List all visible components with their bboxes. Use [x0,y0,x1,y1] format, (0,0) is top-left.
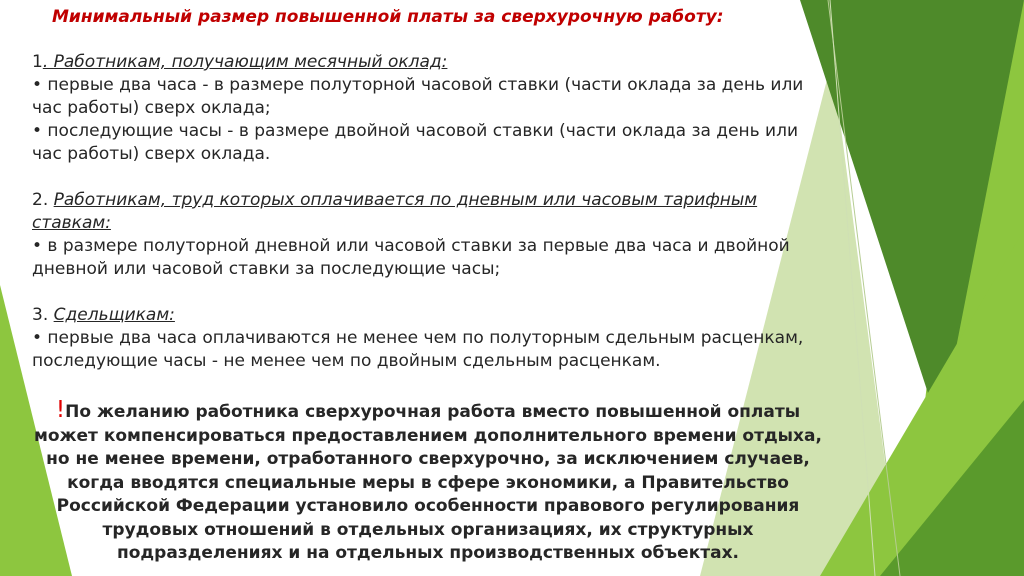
section-2 [32,189,822,281]
section-1-bullet-2: • последующие часы - в размере двойной часовой ставки (части оклада за день или час работы) сверх оклада. [32,121,799,164]
section-3-number: 3. [32,305,54,325]
section-3-heading [32,304,822,327]
section-1-bullet-1: • первые два часа - в размере полуторной часовой ставки (части оклада за день или час работы) сверх оклада; [32,75,804,118]
section-2-number: 2. [32,190,54,210]
section-2-heading-text: Работникам, труд которых оплачивается по дневным или часовым тарифным ставкам: [32,190,758,233]
note-text: По желанию работника сверхурочная работа вместо повышенной оплаты может компенсироваться предоставлением дополнительного времени отдыха, но не менее времени, отработанного сверхурочно, за исключением случаев, когда вводятся специальные меры в сфере экономики, а Правительство Российской Федерации установило особенности правового регулирования трудовых отношений в отдельных организациях, их структурных подразделениях и на отдельных производственных объектах. [34,402,822,563]
section-1 [32,51,822,166]
section-2-bullet-1: • в размере полуторной дневной или часовой ставки за первые два часа и двойной дневной или часовой ставки за последующие часы; [32,236,790,279]
section-1-number: 1 [32,52,43,72]
section-3 [32,304,822,373]
section-3-bullet-1: • первые два часа оплачиваются не менее чем по полуторным сдельным расценкам, последующие часы - не менее чем по двойным сдельным расценкам. [32,328,804,371]
compensation-note [28,399,828,566]
section-1-heading-text: . Работникам, получающим месячный оклад: [42,52,448,72]
slide-title: Минимальный размер повышенной платы за сверхурочную работу: [52,7,724,27]
exclamation-mark: ! [55,397,66,423]
section-2-heading [32,189,822,235]
section-1-heading [32,51,822,74]
slide-content [32,6,822,373]
section-3-heading-text: Сдельщикам: [53,305,175,325]
